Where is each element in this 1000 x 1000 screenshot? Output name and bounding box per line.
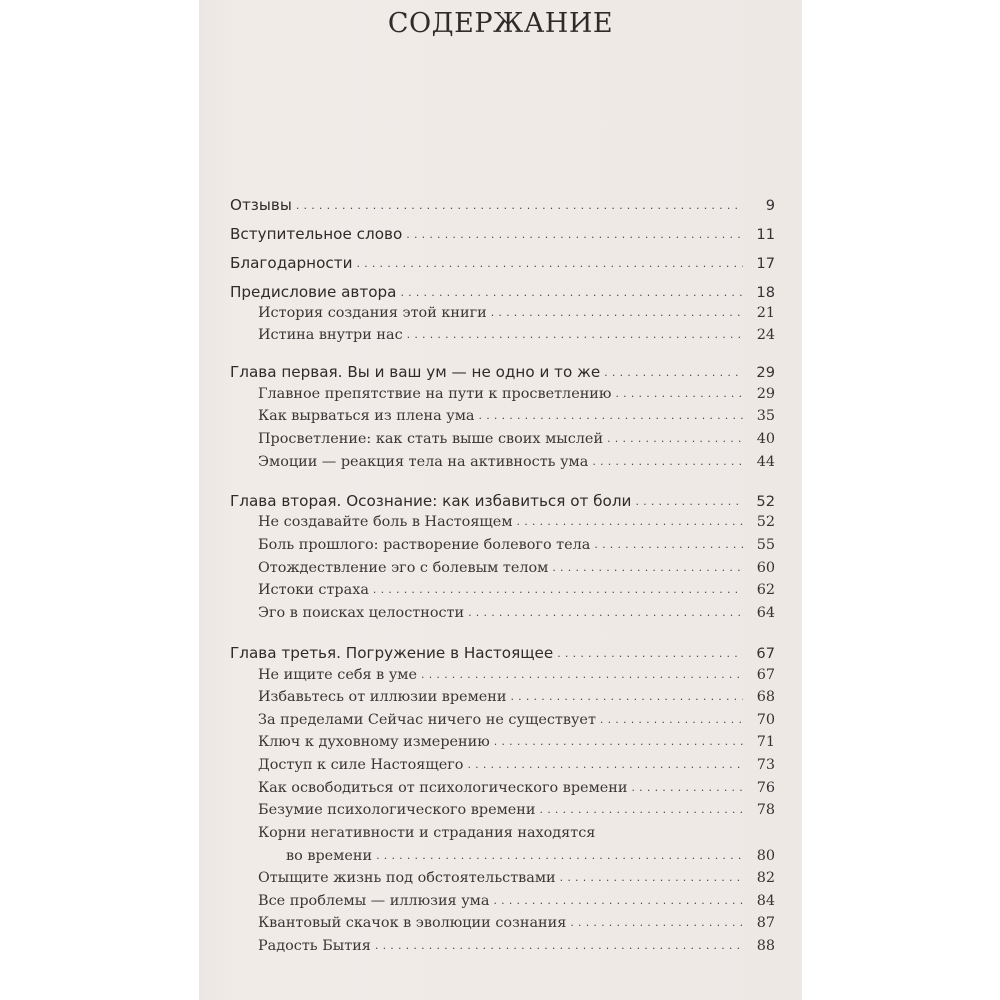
toc-page-number: 55 [756,537,775,553]
toc-page-number: 82 [756,870,775,886]
toc-entry-label: Эго в поисках целостности [258,605,465,621]
toc-entry-label: Просветление: как стать выше своих мыслей [258,431,604,447]
toc-subentry[interactable] [230,327,775,349]
toc-subentry[interactable] [230,757,775,779]
toc-subentry[interactable] [230,386,775,408]
toc-page-number: 9 [765,197,775,214]
toc-page-number: 60 [756,560,775,576]
dot-leader [376,849,743,862]
toc-subentry[interactable] [230,408,775,430]
dot-leader [407,328,743,341]
toc-subentry[interactable] [230,514,775,536]
page-title: СОДЕРЖАНИЕ [387,8,614,39]
toc-entry-label: Истоки страха [258,582,369,598]
dot-leader [557,647,743,660]
toc-page-number: 67 [756,667,775,683]
toc-entry-label: Отождествление эго с болевым телом [258,560,549,576]
dot-leader [600,713,743,726]
dot-leader [607,432,743,445]
toc-entry-label: Истина внутри нас [258,327,403,343]
toc-entry-label: Глава третья. Погружение в Настоящее [230,644,554,662]
toc-entry-label: Эмоции — реакция тела на активность ума [258,454,589,470]
dot-leader [552,561,743,574]
toc-entry-label: Корни негативности и страдания находятся [258,825,596,841]
toc-subentry[interactable] [230,560,775,582]
toc-entry-label: Главное препятствие на пути к просветлению [258,386,612,402]
toc-page-number: 52 [756,493,775,510]
toc-entry-label: Отзывы [230,196,292,214]
toc-subentry[interactable] [230,734,775,756]
toc-entry[interactable] [230,225,775,247]
toc-subentry[interactable] [230,780,775,802]
dot-leader [592,455,743,468]
dot-leader [570,916,743,929]
toc-subentry[interactable] [230,689,775,711]
toc-subentry[interactable] [230,893,775,915]
toc-entry-label: Не создавайте боль в Настоящем [258,514,513,530]
dot-leader [540,803,744,816]
dot-leader [494,735,743,748]
toc-page-number: 29 [756,364,775,381]
toc-subentry[interactable] [230,712,775,734]
dot-leader [493,894,743,907]
dot-leader [467,758,743,771]
toc-page-number: 70 [756,712,775,728]
toc-entry-label: Отыщите жизнь под обстоятельствами [258,870,556,886]
dot-leader [296,199,743,212]
toc-page-number: 68 [756,689,775,705]
dot-leader [373,583,743,596]
toc-entry-label: Боль прошлого: растворение болевого тела [258,537,591,553]
toc-entry-label: Квантовый скачок в эволюции сознания [258,915,567,931]
toc-page-number: 87 [756,915,775,931]
toc-entry-label: Как освободиться от психологического времени [258,780,628,796]
toc-entry-label: Избавьтесь от иллюзии времени [258,689,507,705]
toc-subentry[interactable] [230,667,775,689]
toc-page-number: 17 [756,255,775,272]
toc-page-number: 35 [756,408,775,424]
toc-entry-label: Безумие психологического времени [258,802,536,818]
toc-page-number: 21 [756,305,775,321]
toc-page-number: 84 [756,893,775,909]
toc-page-number: 88 [756,938,775,954]
toc-entry-label: Все проблемы — иллюзия ума [258,893,490,909]
toc-entry-label: Не ищите себя в уме [258,667,417,683]
toc-entry-label: Глава первая. Вы и ваш ум — не одно и то же [230,363,601,381]
dot-leader [594,538,743,551]
dot-leader [479,409,744,422]
dot-leader [356,257,743,270]
toc-page-number: 44 [756,454,775,470]
dot-leader [406,228,743,241]
toc-page-number: 78 [756,802,775,818]
toc-entry-label: За пределами Сейчас ничего не существует [258,712,596,728]
toc-entry-label: Предисловие автора [230,283,397,301]
dot-leader [560,871,743,884]
toc-entry[interactable] [230,254,775,276]
toc-subentry[interactable] [230,454,775,476]
toc-subentry[interactable] [230,938,775,960]
dot-leader [604,366,743,379]
toc-subentry[interactable] [230,915,775,937]
toc-page-number: 71 [756,734,775,750]
dot-leader [375,939,743,952]
toc-subentry[interactable] [230,870,775,892]
toc-page-number: 76 [756,780,775,796]
toc-chapter-entry[interactable] [230,644,775,666]
toc-page-number: 29 [756,386,775,402]
toc-page-number: 80 [756,848,775,864]
toc-entry-label: Доступ к силе Настоящего [258,757,464,773]
dot-leader [615,387,743,400]
dot-leader [631,781,743,794]
toc-entry-label: Глава вторая. Осознание: как избавиться от боли [230,492,632,510]
toc-subentry-continuation[interactable] [230,848,775,870]
toc-entry[interactable] [230,196,775,218]
toc-chapter-entry[interactable] [230,363,775,385]
toc-page-number: 40 [756,431,775,447]
toc-subentry[interactable] [230,431,775,453]
toc-entry-label: Ключ к духовному измерению [258,734,490,750]
toc-entry-label: История создания этой книги [258,305,487,321]
toc-page-number: 62 [756,582,775,598]
toc-subentry[interactable] [230,825,775,847]
toc-page-number: 18 [756,284,775,301]
dot-leader [517,515,743,528]
toc-page-number: 11 [756,226,775,243]
toc-page-number: 64 [756,605,775,621]
toc-entry-label: Радость Бытия [258,938,371,954]
toc-subentry[interactable] [230,802,775,824]
dot-leader [468,606,743,619]
toc-subentry[interactable] [230,537,775,559]
toc-entry-label: Как вырваться из плена ума [258,408,475,424]
toc-entry[interactable] [230,283,775,305]
toc-page-number: 67 [756,645,775,662]
toc-chapter-entry[interactable] [230,492,775,514]
dot-leader [421,668,743,681]
toc-page-number: 73 [756,757,775,773]
dot-leader [400,286,743,299]
book-page [199,0,802,1000]
toc-page-number: 24 [756,327,775,343]
dot-leader [635,495,743,508]
toc-entry-label: Вступительное слово [230,225,403,243]
toc-entry-label: Благодарности [230,254,353,272]
dot-leader [491,306,743,319]
toc-entry-label-continuation: во времени [286,848,373,864]
toc-subentry[interactable] [230,605,775,627]
toc-page-number: 52 [756,514,775,530]
toc-subentry[interactable] [230,582,775,604]
dot-leader [510,690,743,703]
toc-subentry[interactable] [230,305,775,327]
